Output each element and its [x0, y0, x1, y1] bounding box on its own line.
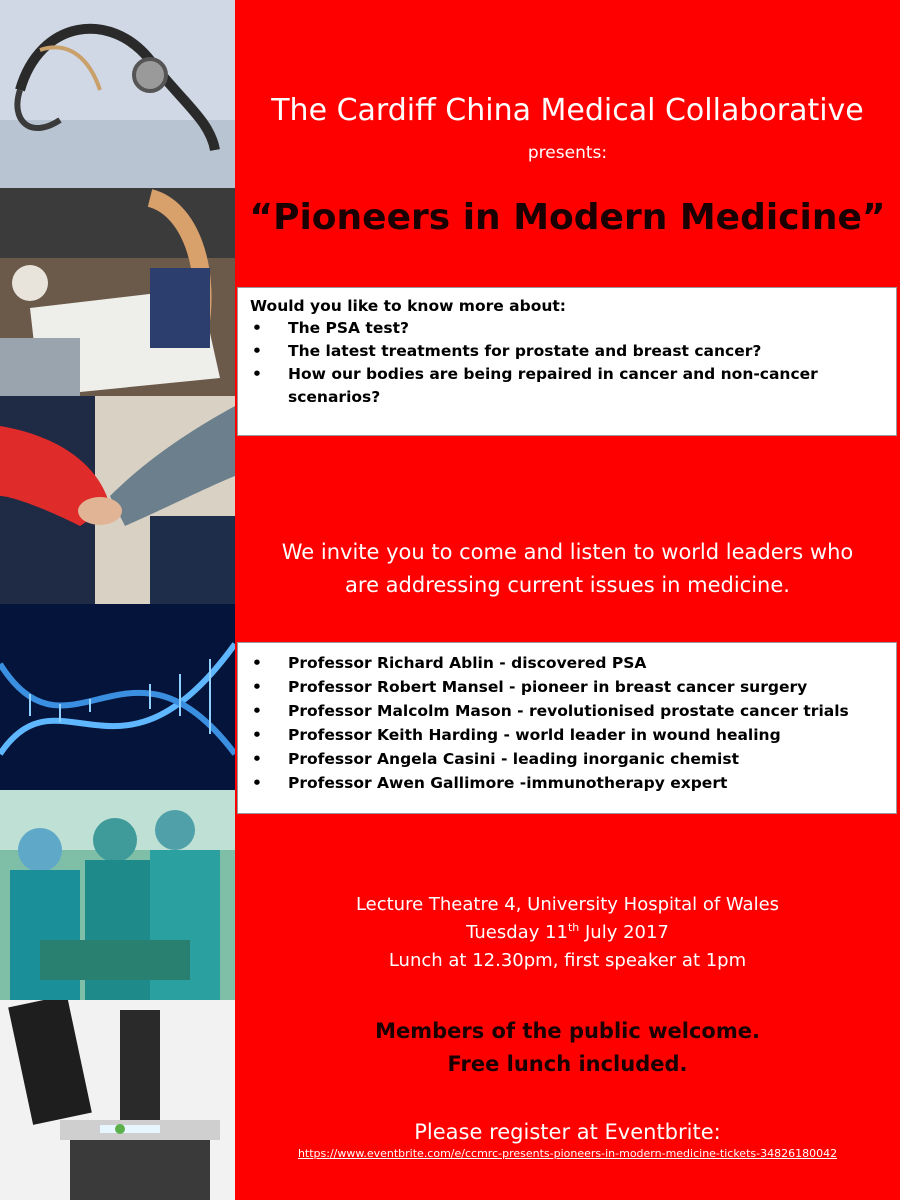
speaker-item: • Professor Malcolm Mason - revolutionised prostate cancer trials	[250, 699, 886, 723]
handshake-photo	[0, 396, 235, 604]
questions-list	[250, 317, 886, 409]
microscope-photo	[0, 1000, 235, 1200]
speaker-item: • Professor Robert Mansel - pioneer in breast cancer surgery	[250, 675, 886, 699]
welcome-message	[235, 1015, 900, 1081]
meeting-notes-photo	[0, 188, 235, 396]
list-item: • How our bodies are being repaired in cancer and non-cancer scenarios?	[250, 363, 886, 409]
welcome-line: Free lunch included.	[447, 1052, 688, 1076]
date-ordinal: th	[567, 921, 580, 934]
organizer-name: The Cardiff China Medical Collaborative	[271, 93, 864, 128]
list-item: • The PSA test?	[250, 317, 886, 340]
questions-heading: Would you like to know more about:	[250, 297, 567, 315]
list-item: • The latest treatments for prostate and breast cancer?	[250, 340, 886, 363]
eventbrite-link[interactable]: https://www.eventbrite.com/e/ccmrc-presents-pioneers-in-modern-medicine-tickets-34826180042	[297, 1147, 838, 1160]
speaker-item: • Professor Angela Casini - leading inorganic chemist	[250, 747, 886, 771]
invitation-line: We invite you to come and listen to world leaders who	[281, 540, 854, 564]
presents-label: presents:	[527, 143, 608, 163]
date-month-year: July 2017	[579, 922, 669, 943]
welcome-line: Members of the public welcome.	[375, 1019, 760, 1043]
surgeons-photo	[0, 790, 235, 1000]
stethoscope-photo	[0, 0, 235, 188]
venue-location: Lecture Theatre 4, University Hospital of Wales	[355, 894, 780, 915]
speakers-box	[237, 642, 897, 814]
invitation-line: are addressing current issues in medicine.	[345, 573, 790, 597]
venue-details	[235, 891, 900, 975]
speaker-item: • Professor Keith Harding - world leader in wound healing	[250, 723, 886, 747]
date-day: Tuesday 11	[466, 922, 568, 943]
event-timing: Lunch at 12.30pm, first speaker at 1pm	[388, 950, 747, 971]
questions-box	[237, 287, 897, 436]
speaker-item: • Professor Awen Gallimore -immunotherapy expert	[250, 771, 886, 795]
speakers-list	[250, 651, 886, 795]
register-label: Please register at Eventbrite:	[414, 1120, 721, 1144]
speaker-item: • Professor Richard Ablin - discovered PSA	[250, 651, 886, 675]
dna-helix-photo	[0, 604, 235, 790]
event-title: “Pioneers in Modern Medicine”	[249, 197, 886, 238]
photo-strip	[0, 0, 235, 1200]
event-date	[235, 919, 900, 947]
invitation-text	[235, 536, 900, 602]
